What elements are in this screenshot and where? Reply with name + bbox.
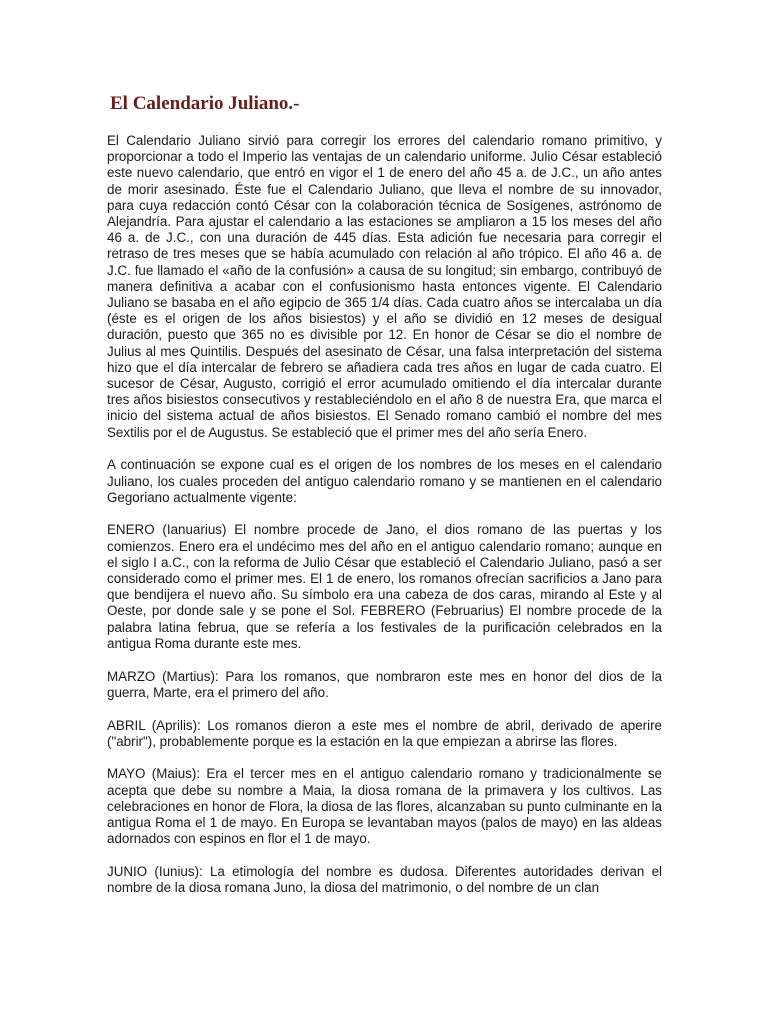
paragraph-junio: JUNIO (Iunius): La etimología del nombre es dudosa. Diferentes autoridades derivan el nombre de la diosa romana Juno, la diosa del matrimonio, o del nombre de un clan xyxy=(107,863,662,896)
paragraph-intro: El Calendario Juliano sirvió para corregir los errores del calendario romano primitivo, y proporcionar a todo el Imperio las ventajas de un calendario uniforme. Julio César estableció este nuevo calendario, que entró en vigor el 1 de enero del año 45 a. de J.C., un año antes de morir asesinado. Éste fue el Calendario Juliano, que lleva el nombre de su innovador, para cuya redacción contó César con la colaboración técnica de Sosígenes, astrónomo de Alejandría. Para ajustar el calendario a las estaciones se ampliaron a 15 los meses del año 46 a. de J.C., con una duración de 445 días. Esta adición fue necesaria para corregir el retraso de tres meses que se había acumulado con relación al año trópico. El año 46 a. de J.C. fue llamado el «año de la confusión» a causa de su longitud; sin embargo, contribuyó de manera definitiva a acabar con el confusionismo hasta entonces vigente. El Calendario Juliano se basaba en el año egipcio de 365 1/4 días. Cada cuatro años se intercalaba un día (éste es el origen de los años bisiestos) y el año se dividió en 12 meses de desigual duración, puesto que 365 no es divisible por 12. En honor de César se dio el nombre de Julius al mes Quintilis. Después del asesinato de César, una falsa interpretación del sistema hizo que el día intercalar de febrero se añadiera cada tres años en lugar de cada cuatro. El sucesor de César, Augusto, corrigió el error acumulado omitiendo el día intercalar durante tres años bisiestos consecutivos y restableciéndolo en el año 8 de nuestra Era, que marca el inicio del sistema actual de años bisiestos. El Senado romano cambió el nombre del mes Sextilis por el de Augustus. Se estableció que el primer mes del año sería Enero. xyxy=(107,133,662,440)
paragraph-months-intro: A continuación se expone cual es el origen de los nombres de los meses en el calendario Juliano, los cuales proceden del antiguo calendario romano y se mantienen en el calendario Gegoriano actualmente vigente: xyxy=(107,457,662,505)
document-body xyxy=(107,133,662,913)
paragraph-marzo: MARZO (Martius): Para los romanos, que nombraron este mes en honor del dios de la guerra, Marte, era el primero del año. xyxy=(107,668,662,700)
paragraph-enero-febrero: ENERO (Ianuarius) El nombre procede de Jano, el dios romano de las puertas y los comienzos. Enero era el undécimo mes del año en el antiguo calendario romano; aunque en el siglo I a.C., con la reforma de Julio César que estableció el Calendario Juliano, pasó a ser considerado como el primer mes. El 1 de enero, los romanos ofrecían sacrificios a Jano para que bendijera el nuevo año. Su símbolo era una cabeza de dos caras, mirando al Este y al Oeste, por donde sale y se pone el Sol. FEBRERO (Februarius) El nombre procede de la palabra latina februa, que se refería a los festivales de la purificación celebrados en la antigua Roma durante este mes. xyxy=(107,522,662,651)
document-title: El Calendario Juliano.- xyxy=(110,93,300,114)
paragraph-mayo: MAYO (Maius): Era el tercer mes en el antiguo calendario romano y tradicionalmente se acepta que debe su nombre a Maia, la diosa romana de la primavera y los cultivos. Las celebraciones en honor de Flora, la diosa de las flores, alcanzaban su punto culminante en la antigua Roma el 1 de mayo. En Europa se levantaban mayos (palos de mayo) en las aldeas adornados con espinos en flor el 1 de mayo. xyxy=(107,766,662,847)
paragraph-abril: ABRIL (Aprilis): Los romanos dieron a este mes el nombre de abril, derivado de aperire ("abrir"), probablemente porque es la estación en la que empiezan a abrirse las flores. xyxy=(107,717,662,749)
